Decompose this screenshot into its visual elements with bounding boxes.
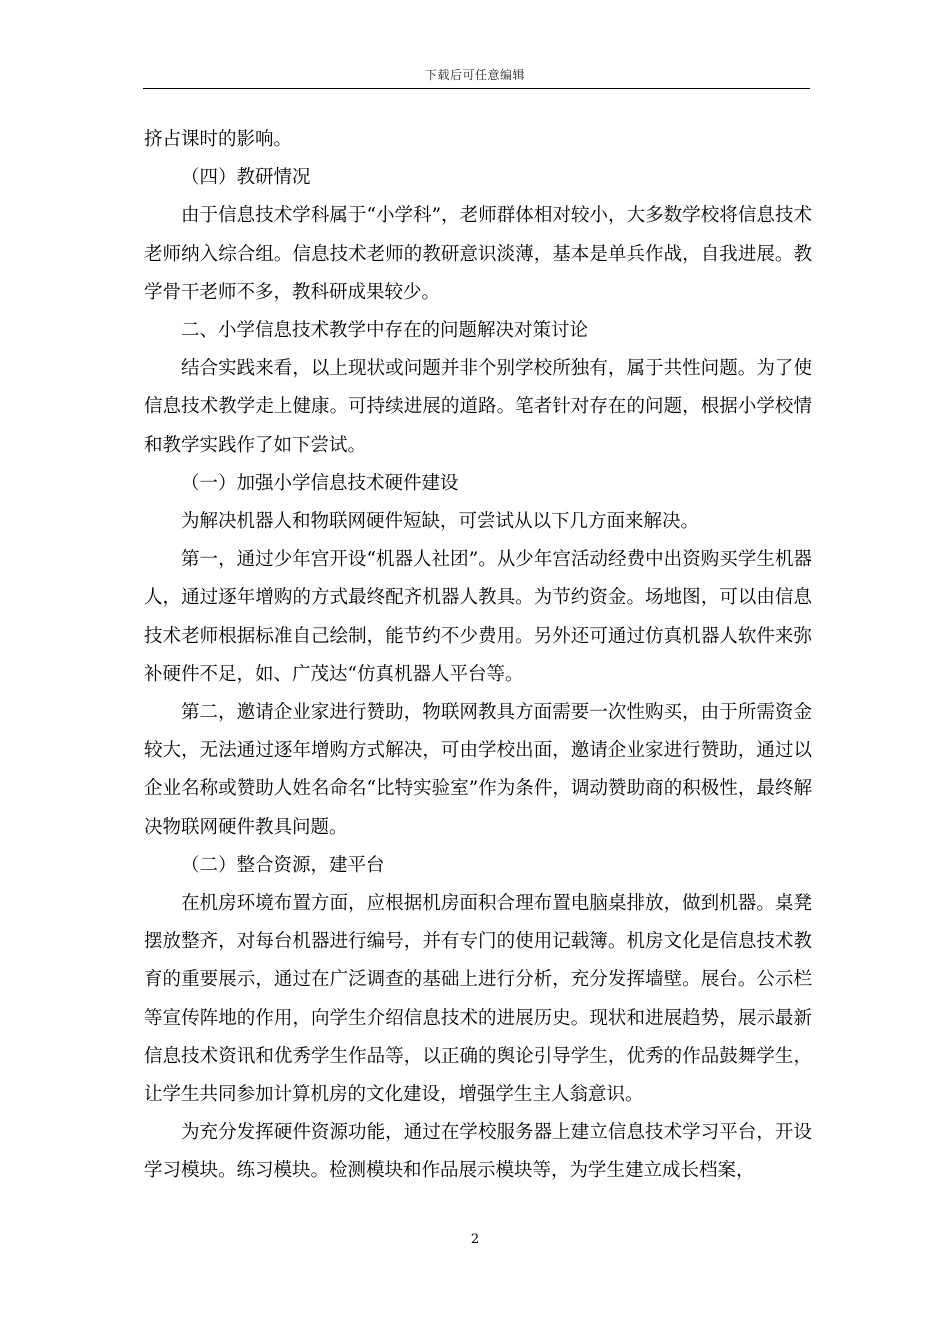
paragraph: 为解决机器人和物联网硬件短缺，可尝试从以下几方面来解决。 [181, 511, 700, 533]
paragraph: 在机房环境布置方面，应根据机房面积合理布置电脑桌排放，做到机器。桌凳摆放整齐，对每台机器进行编号，并有专门的使用记载簿。机房文化是信息技术教育的重要展示，通过在广泛调查的基础上进行分析，充分发挥墙壁。展台。公示栏等宣传阵地的作用，向学生介绍信息技术的进展历史。现状和进展趋势，展示最新信息技术资讯和优秀学生作品等，以正确的舆论引导学生，优秀的作品鼓舞学生，让学生共同参加计算机房的文化建设，增强学生主人翁意识。 [144, 893, 812, 1106]
header-rule [143, 88, 810, 89]
paragraph: 结合实践来看，以上现状或问题并非个别学校所独有，属于共性问题。为了使信息技术教学走上健康。可持续进展的道路。笔者针对存在的问题，根据小学校情和教学实践作了如下尝试。 [144, 358, 812, 456]
paragraph: （一）加强小学信息技术硬件建设 [181, 472, 459, 494]
document-body [144, 121, 812, 1191]
paragraph: 第二，邀请企业家进行赞助，物联网教具方面需要一次性购买，由于所需资金较大，无法通过逐年增购方式解决，可由学校出面，邀请企业家进行赞助，通过以企业名称或赞助人姓名命名“比特实验室”作为条件，调动赞助商的积极性，最终解决物联网硬件教具问题。 [144, 702, 812, 838]
page-header: 下载后可任意编辑 [424, 68, 525, 82]
paragraph: 第一，通过少年宫开设“机器人社团”。从少年宫活动经费中出资购买学生机器人，通过逐年增购的方式最终配齐机器人教具。为节约资金。场地图，可以由信息技术老师根据标准自己绘制，能节约不少费用。另外还可通过仿真机器人软件来弥补硬件不足，如、广茂达“仿真机器人平台等。 [144, 549, 812, 685]
paragraph: （四）教研情况 [181, 167, 311, 189]
paragraph: 二、小学信息技术教学中存在的问题解决对策讨论 [181, 320, 589, 342]
paragraph: 为充分发挥硬件资源功能，通过在学校服务器上建立信息技术学习平台，开设学习模块。练习模块。检测模块和作品展示模块等，为学生建立成长档案， [144, 1122, 812, 1182]
paragraph: （二）整合资源，建平台 [181, 854, 385, 876]
page-number: 2 [470, 1232, 480, 1247]
paragraph: 由于信息技术学科属于“小学科”，老师群体相对较小，大多数学校将信息技术老师纳入综合组。信息技术老师的教研意识淡薄，基本是单兵作战，自我进展。教学骨干老师不多，教科研成果较少。 [144, 205, 812, 303]
paragraph: 挤占课时的影响。 [144, 129, 293, 150]
